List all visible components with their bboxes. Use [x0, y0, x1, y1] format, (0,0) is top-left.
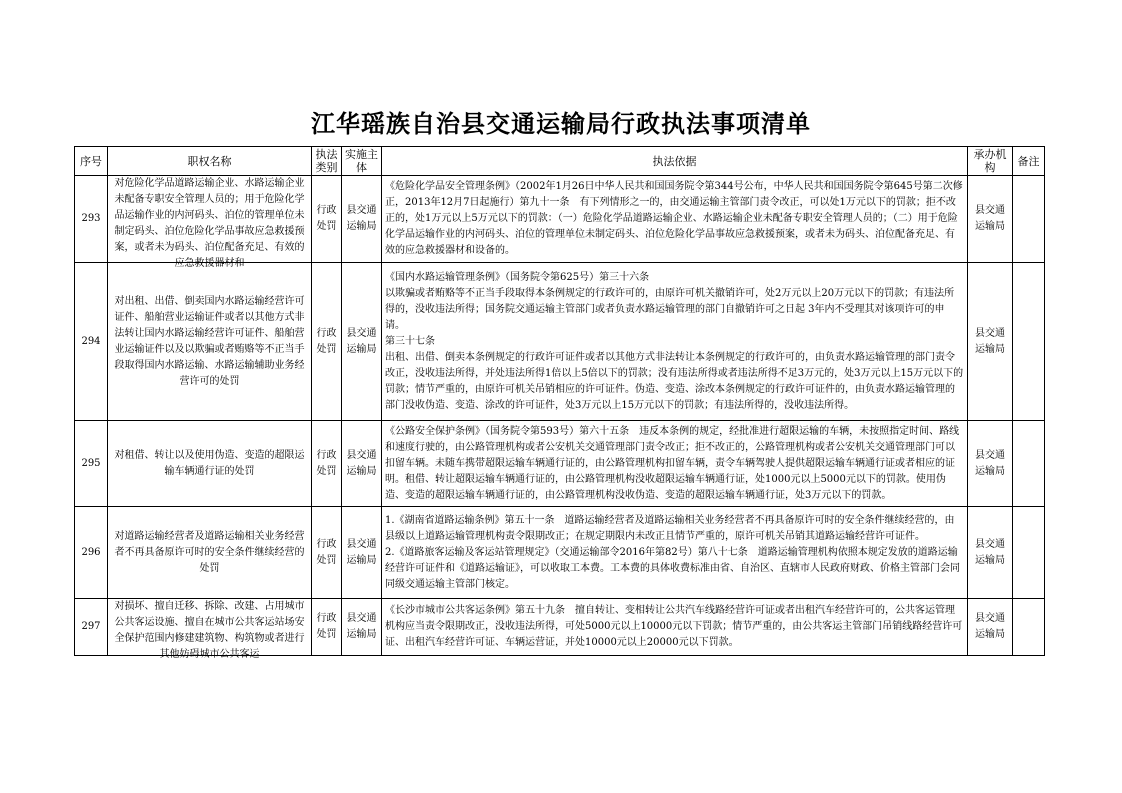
basis-paragraph: 出租、出借、倒卖本条例规定的行政许可证件或者以其他方式非法转让本条例规定的行政许可的，由负责水路运输管理的部门责令改正，没收违法所得，并处违法所得1倍以上5倍以下的罚款；没有违法所得或者违法所得不足3万元的，处3万元以上15万元以下的罚款；情节严重的，由原许可机关吊销相应的许可证件。伪造、变造、涂改本条例规定的行政许可证件的，由负责水路运输管理的部门没收伪造、变造、涂改的许可证件，处3万元以上15万元以下的罚款；有违法所得的，没收违法所得。	[385, 351, 964, 411]
table-row	[75, 599, 1045, 656]
row-index: 293	[75, 176, 108, 263]
basis-paragraph: 《危险化学品安全管理条例》（2002年1月26日中华人民共和国国务院令第344号公布，中华人民共和国国务院令第645号第二次修正，2013年12月7日起施行）第九十一条 有下列情形之一的，由交通运输主管部门责令改正，可以处1万元以下的罚款；拒不改正的，处1万元以上5万元以下的罚款：（一）危险化学品道路运输企业、水路运输企业未配备专职安全管理人员的；（二）用于危险化学品运输作业的内河码头、泊位的管理单位未制定码头、泊位危险化学品事故应急救援预案，或者未为码头、泊位配备充足、有效的应急救援器材和设备的。	[385, 181, 963, 256]
row-note	[1013, 421, 1045, 507]
row-note	[1013, 176, 1045, 263]
row-basis	[382, 507, 968, 599]
row-name	[108, 599, 312, 660]
table-row	[75, 263, 1045, 421]
basis-paragraph: 以欺骗或者贿赂等不正当手段取得本条例规定的行政许可的，由原许可机关撤销许可，处2万元以上20万元以下的罚款；有违法所得的，没收违法所得；国务院交通运输主管部门或者负责水路运输管理的部门自撤销许可之日起 3年内不受理其对该项许可的申请。	[385, 287, 955, 331]
header-category: 执法类别	[312, 147, 342, 176]
row-basis	[382, 263, 968, 421]
basis-paragraph: 2.《道路旅客运输及客运站管理规定》（交通运输部令2016年第82号）第八十七条 道路运输管理机构依照本规定发放的道路运输经营许可证件和《道路运输证》，可以收取工本费。工本费的具体收费标准由省、自治区、直辖市人民政府财政、价格主管部门会同同级交通运输主管部门核定。	[385, 546, 960, 590]
row-index: 294	[75, 263, 108, 421]
row-name-text: 对出租、出借、倒卖国内水路运输经营许可证件、船舶营业运输证件或者以其他方式非法转让国内水路运输经营许可证件、船舶营业运输证件以及以欺骗或者贿赂等不正当手段取得国内水路运输、水路运输辅助业务经营许可的处罚	[114, 295, 305, 387]
row-note	[1013, 263, 1045, 421]
row-note	[1013, 599, 1045, 656]
row-org: 县交通运输局	[968, 507, 1013, 599]
row-name	[108, 176, 312, 269]
row-category: 行政处罚	[312, 599, 342, 656]
header-index: 序号	[75, 147, 108, 176]
table-row	[75, 176, 1045, 263]
enforcement-table	[74, 146, 1045, 660]
row-subject: 县交通运输局	[342, 263, 382, 421]
row-name	[108, 263, 312, 421]
table-row	[75, 507, 1045, 599]
row-category: 行政处罚	[312, 176, 342, 263]
row-basis	[382, 421, 968, 507]
table-header-row	[75, 147, 1045, 176]
row-name-text: 对道路运输经营者及道路运输相关业务经营者不再具备原许可时的安全条件继续经营的处罚	[114, 530, 305, 574]
row-org: 县交通运输局	[968, 176, 1013, 263]
row-index: 295	[75, 421, 108, 507]
header-org: 承办机构	[968, 147, 1013, 176]
row-note	[1013, 507, 1045, 599]
row-category: 行政处罚	[312, 421, 342, 507]
basis-paragraph: 《长沙市城市公共客运条例》第五十九条 擅自转让、变相转让公共汽车线路经营许可证或者出租汽车经营许可的，公共客运管理机构应当责令限期改正，没收违法所得，可处5000元以上10000元以下罚款；情节严重的，由公共客运主管部门吊销线路经营许可证、出租汽车经营许可证、车辆运营证，并处10000元以上20000元以下罚款。	[385, 605, 963, 648]
row-index: 297	[75, 599, 108, 656]
row-org: 县交通运输局	[968, 421, 1013, 507]
row-name	[108, 507, 312, 599]
row-name	[108, 421, 312, 507]
row-index: 296	[75, 507, 108, 599]
header-note: 备注	[1013, 147, 1045, 176]
header-subject: 实施主体	[342, 147, 382, 176]
basis-paragraph: 《国内水路运输管理条例》（国务院令第625号）第三十六条	[385, 271, 650, 283]
row-basis	[382, 599, 968, 656]
row-name-text: 对损坏、擅自迁移、拆除、改建、占用城市公共客运设施、擅自在城市公共客运站场安全保护范围内修建建筑物、构筑物或者进行其他妨碍城市公共客运	[114, 601, 305, 660]
row-name-text: 对租借、转让以及使用伪造、变造的超限运输车辆通行证的处罚	[114, 449, 305, 477]
row-name-text: 对危险化学品道路运输企业、水路运输企业未配备专职安全管理人员的；用于危险化学品运输作业的内河码头、泊位的管理单位未制定码头、泊位危险化学品事故应急救援预案，或者未为码头、泊位配备充足、有效的应急救援器材和	[114, 178, 305, 269]
row-subject: 县交通运输局	[342, 176, 382, 263]
basis-paragraph: 《公路安全保护条例》（国务院令第593号）第六十五条 违反本条例的规定，经批准进行超限运输的车辆，未按照指定时间、路线和速度行驶的，由公路管理机构或者公安机关交通管理部门责令改正；拒不改正的，公路管理机构或者公安机关交通管理部门可以扣留车辆。未随车携带超限运输车辆通行证的，由公路管理机构扣留车辆，责令车辆驾驶人提供超限运输车辆通行证或者相应的证明。租借、转让超限运输车辆通行证的，由公路管理机构没收超限运输车辆通行证，处1000元以上5000元以下的罚款。使用伪造、变造的超限运输车辆通行证的，由公路管理机构没收伪造、变造的超限运输车辆通行证，处3万元以下的罚款。	[385, 425, 960, 501]
header-basis: 执法依据	[382, 147, 968, 176]
row-subject: 县交通运输局	[342, 599, 382, 656]
header-name: 职权名称	[108, 147, 312, 176]
row-basis	[382, 176, 968, 263]
row-category: 行政处罚	[312, 507, 342, 599]
row-category: 行政处罚	[312, 263, 342, 421]
table-row	[75, 421, 1045, 507]
row-org: 县交通运输局	[968, 263, 1013, 421]
basis-paragraph: 1.《湖南省道路运输条例》第五十一条 道路运输经营者及道路运输相关业务经营者不再具备原许可时的安全条件继续经营的，由县级以上道路运输管理机构责令限期改正；在规定期限内未改正且情节严重的，原许可机关吊销其道路运输经营许可证件。	[385, 514, 955, 542]
page-title: 江华瑶族自治县交通运输局行政执法事项清单	[311, 110, 811, 138]
row-subject: 县交通运输局	[342, 507, 382, 599]
row-subject: 县交通运输局	[342, 421, 382, 507]
basis-paragraph: 第三十七条	[385, 335, 435, 347]
row-org: 县交通运输局	[968, 599, 1013, 656]
